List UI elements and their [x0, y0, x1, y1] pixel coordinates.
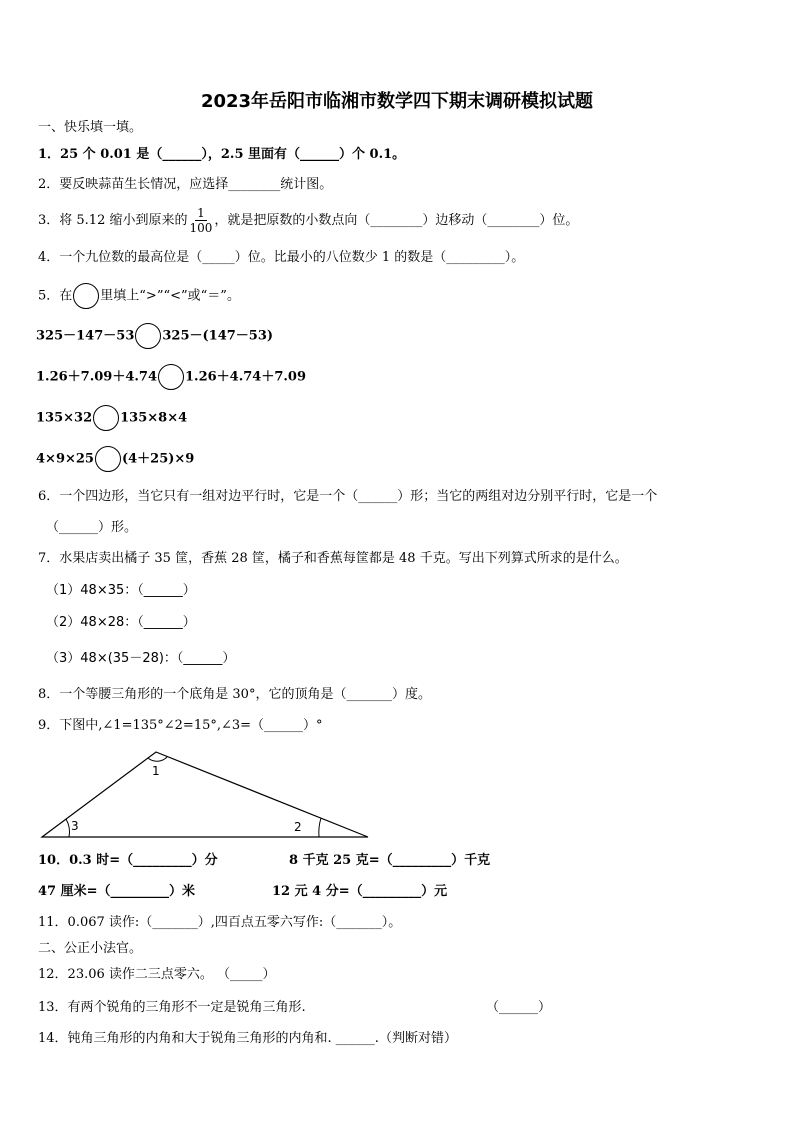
section-2-heading: 二、公正小法官。 [38, 941, 143, 956]
question-5-text-after: 里填上“>”“<”或“＝”。 [100, 288, 240, 304]
question-7-item-3: （3）48×(35－28)：（______） [46, 651, 236, 666]
question-10a: 10．0.3 时=（_________）分 [38, 853, 218, 868]
angle-1-arc [148, 757, 167, 761]
compare-left: 135×32 [36, 410, 93, 426]
angle-1-label: 1 [152, 764, 160, 778]
question-5-text-before: 5．在 [38, 288, 73, 304]
question-2: 2．要反映蒜苗生长情况，应选择________统计图。 [38, 177, 333, 192]
compare-right: 325－(147－53) [162, 328, 274, 344]
question-10c: 47 厘米=（_________）米 [38, 884, 196, 899]
page-title: 2023年岳阳市临湘市数学四下期末调研模拟试题 [200, 91, 594, 112]
compare-row-3 [36, 405, 187, 432]
question-3 [38, 204, 578, 238]
question-6-line-2: （______）形。 [46, 520, 138, 535]
question-12: 12．23.06 读作二三点零六。 （_____） [38, 967, 276, 982]
compare-circle[interactable] [95, 446, 121, 472]
compare-left: 4×9×25 [36, 451, 94, 467]
fraction [189, 206, 212, 235]
compare-circle[interactable] [158, 364, 184, 390]
question-7: 7．水果店卖出橘子 35 筐，香蕉 28 筐，橘子和香蕉每筐都是 48 千克。写出下列算式所求的是什么。 [38, 551, 628, 566]
section-1-heading: 一、快乐填一填。 [38, 120, 143, 135]
question-10d: 12 元 4 分=（_________）元 [272, 884, 448, 899]
question-13-blank: （______） [486, 1000, 552, 1015]
compare-left: 325－147－53 [36, 328, 135, 344]
question-14: 14．钝角三角形的内角和大于锐角三角形的内角和. ______.（判断对错） [38, 1031, 457, 1046]
compare-right: (4＋25)×9 [121, 451, 195, 467]
question-6-line-1: 6．一个四边形，当它只有一组对边平行时，它是一个（______）形；当它的两组对边分别平行时，它是一个 [38, 489, 658, 504]
compare-row-4 [36, 446, 194, 473]
question-8: 8．一个等腰三角形的一个底角是 30°，它的顶角是（_______）度。 [38, 687, 431, 702]
compare-row-2 [36, 364, 306, 391]
angle-3-arc [66, 819, 69, 837]
question-5 [38, 283, 240, 310]
angle-2-label: 2 [294, 820, 302, 834]
angle-3-label: 3 [71, 819, 79, 833]
compare-circle[interactable] [93, 405, 119, 431]
question-1: 1．25 个 0.01 是（______），2.5 里面有（______）个 0.1。 [38, 147, 406, 162]
question-3-text-before: 3．将 5.12 缩小到原来的 [38, 213, 188, 228]
question-13: 13．有两个锐角的三角形不一定是锐角三角形. [38, 1000, 306, 1015]
fraction-numerator: 1 [197, 206, 205, 220]
question-7-item-1: （1）48×35：（______） [46, 583, 196, 598]
question-7-item-2: （2）48×28：（______） [46, 615, 196, 630]
angle-2-arc [319, 818, 321, 837]
answer-circle[interactable] [73, 283, 99, 309]
compare-right: 1.26＋4.74＋7.09 [185, 369, 306, 385]
triangle-figure [38, 744, 378, 844]
compare-row-1 [36, 323, 273, 350]
question-10b: 8 千克 25 克=（_________）千克 [289, 853, 491, 868]
compare-right: 135×8×4 [120, 410, 188, 426]
question-11: 11．0.067 读作:（_______）,四百点五零六写作:（_______）。 [38, 915, 402, 930]
question-3-text-after: ，就是把原数的小数点向（________）边移动（________）位。 [214, 213, 579, 228]
compare-left: 1.26＋7.09＋4.74 [36, 369, 157, 385]
fraction-denominator: 100 [189, 221, 213, 235]
compare-circle[interactable] [135, 323, 161, 349]
question-4: 4．一个九位数的最高位是（_____）位。比最小的八位数少 1 的数是（_________）。 [38, 250, 525, 265]
question-9: 9．下图中,∠1=135°∠2=15°,∠3=（______）° [38, 718, 323, 733]
